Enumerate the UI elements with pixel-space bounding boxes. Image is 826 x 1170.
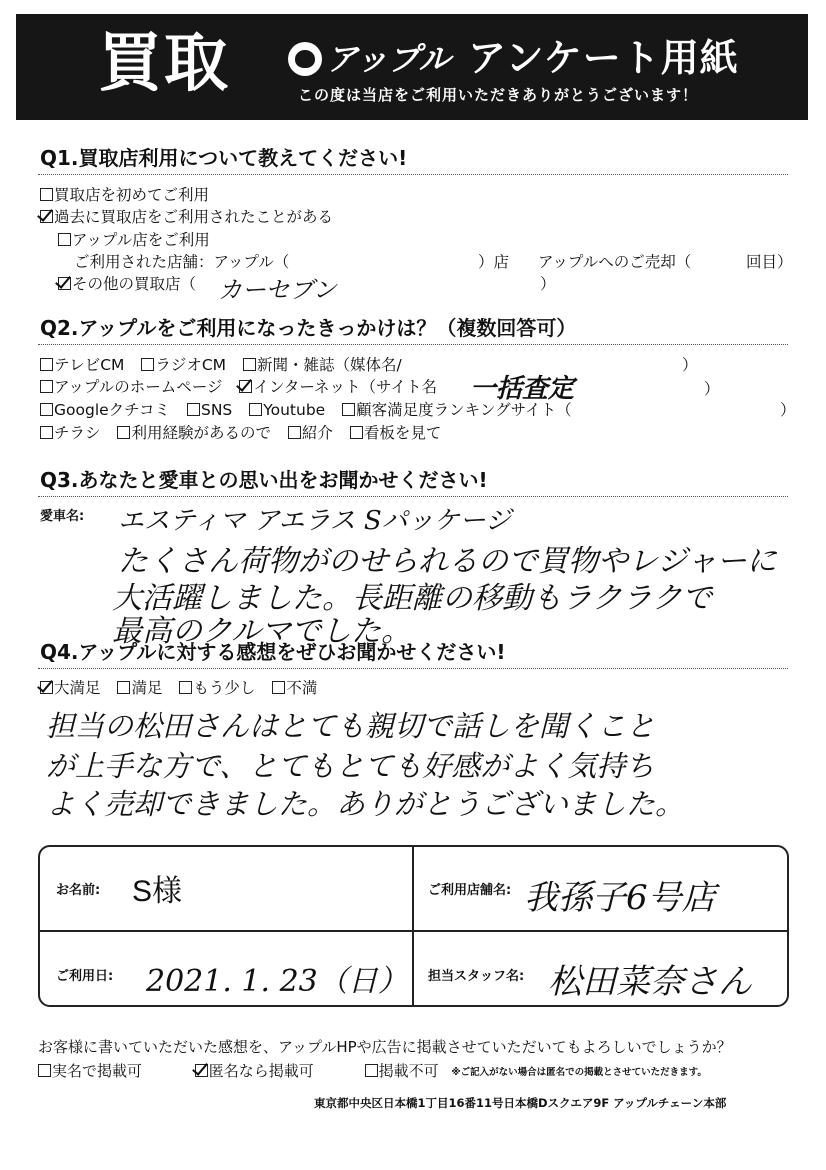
name-value[interactable]: S様 xyxy=(132,875,183,908)
checkbox-very-satisfied[interactable] xyxy=(40,681,53,694)
q2-signboard-label: 看板を見て xyxy=(363,424,442,442)
q3-answer-line-2: 大活躍しました。長距離の移動もラクラクで xyxy=(112,581,712,616)
q1-divider xyxy=(38,174,788,175)
q2-option-google[interactable] xyxy=(40,399,170,421)
q2-option-youtube[interactable] xyxy=(249,399,325,421)
q2-newspaper-close: ） xyxy=(682,356,698,374)
q1-option-first-label: 買取店を初めてご利用 xyxy=(54,186,210,204)
q1-option-past-label: 過去に買取店をご利用されたことがある xyxy=(54,208,334,226)
checkbox-a-little-more[interactable] xyxy=(179,681,192,694)
checkbox-referral[interactable] xyxy=(288,426,301,439)
car-name-handwriting: エスティマ アエラス Sパッケージ xyxy=(118,506,512,536)
q2-ranking-close: ） xyxy=(780,401,796,419)
store-name-value[interactable]: 我孫子6号店 xyxy=(524,878,716,918)
q4-answer-line-1: 担当の松田さんはとても親切で話しを聞くこと xyxy=(46,709,656,743)
brand-name: アップル xyxy=(326,40,451,78)
q2-flyer-label: チラシ xyxy=(54,424,101,442)
checkbox-experience[interactable] xyxy=(117,426,130,439)
q1-option-other[interactable] xyxy=(58,273,196,295)
q2-experience-label: 利用経験があるので xyxy=(131,424,271,442)
q2-option-newspaper[interactable] xyxy=(243,354,402,376)
q2-option-referral[interactable] xyxy=(288,422,333,444)
checkbox-satisfied[interactable] xyxy=(117,681,130,694)
q2-option-flyer[interactable] xyxy=(40,422,101,444)
q2-internet-label: インターネット（サイト名 xyxy=(253,378,437,396)
q4-a-little-more-label: もう少し xyxy=(193,679,256,697)
checkbox-homepage[interactable] xyxy=(40,380,53,393)
consent-note: ※ご記入がない場合は匿名での掲載とさせていただきます。 xyxy=(451,1067,707,1078)
date-label: ご利用日: xyxy=(56,969,114,984)
checkbox-newspaper[interactable] xyxy=(243,358,256,371)
q1-sale-count-suffix: 回目） xyxy=(746,253,793,271)
q2-newspaper-label: 新聞・雑誌（媒体名/ xyxy=(256,356,402,374)
checkbox-apple-store[interactable] xyxy=(58,233,71,246)
q2-row-3 xyxy=(40,399,584,421)
q1-option-apple[interactable] xyxy=(58,229,210,251)
q1-title: Q1.買取店利用について教えてください! xyxy=(40,146,408,170)
checkbox-dissatisfied[interactable] xyxy=(272,681,285,694)
footer-address: 東京都中央区日本橋1丁目16番11号日本橋Dスクエア9F アップルチェーン本部 xyxy=(314,1096,727,1110)
checkbox-google[interactable] xyxy=(40,403,53,416)
q2-divider xyxy=(38,344,788,345)
q1-other-store-handwriting: カーセブン xyxy=(218,276,337,304)
checkbox-past-use[interactable] xyxy=(40,210,53,223)
q4-option-satisfied[interactable] xyxy=(117,677,162,699)
q1-option-other-label: その他の買取店（ xyxy=(72,275,197,293)
info-box-horizontal-divider xyxy=(40,930,787,932)
q2-internet-handwriting: 一括査定 xyxy=(470,374,575,404)
consent-option-not-allowed[interactable] xyxy=(365,1060,439,1082)
date-value[interactable]: 2021. 1. 23（日） xyxy=(146,964,408,999)
q2-row-1 xyxy=(40,354,414,376)
checkbox-radio[interactable] xyxy=(141,358,154,371)
consent-not-allowed-label: 掲載不可 xyxy=(378,1062,439,1080)
q3-answer-line-1: たくさん荷物がのせられるので買物やレジャーに xyxy=(118,544,777,579)
q2-youtube-label: Youtube xyxy=(263,401,326,419)
q4-rating-row xyxy=(40,677,329,699)
q2-title: Q2.アップルをご利用になったきっかけは？（複数回答可） xyxy=(40,316,577,340)
checkbox-ranking[interactable] xyxy=(342,403,355,416)
info-box-vertical-divider xyxy=(412,847,414,1005)
q2-homepage-label: アップルのホームページ xyxy=(54,378,223,396)
q3-title: Q3.あなたと愛車との思い出をお聞かせください! xyxy=(40,468,488,492)
checkbox-internet[interactable] xyxy=(239,380,252,393)
q1-option-apple-label: アップル店をご利用 xyxy=(72,231,210,249)
q4-satisfied-label: 満足 xyxy=(131,679,163,697)
q2-option-sns[interactable] xyxy=(187,399,232,421)
checkbox-real-name[interactable] xyxy=(38,1064,51,1077)
consent-options-row xyxy=(38,1060,707,1084)
consent-real-name-label: 実名で掲載可 xyxy=(52,1062,143,1080)
q4-title: Q4.アップルに対する感想をぜひお聞かせください! xyxy=(40,640,506,664)
q4-option-dissatisfied[interactable] xyxy=(272,677,317,699)
q4-option-a-little-more[interactable] xyxy=(179,677,255,699)
q2-row-2 xyxy=(40,376,449,398)
checkbox-signboard[interactable] xyxy=(350,426,363,439)
q2-ranking-label: 顧客満足度ランキングサイト（ xyxy=(356,401,572,419)
q1-option-past[interactable] xyxy=(40,206,333,228)
checkbox-first-time[interactable] xyxy=(40,188,53,201)
apple-logo-icon xyxy=(288,42,322,76)
q2-option-ranking[interactable] xyxy=(342,399,571,421)
q4-divider xyxy=(38,668,788,669)
q1-sale-count-label: アップルへのご売却（ xyxy=(538,253,692,271)
q2-option-tv[interactable] xyxy=(40,354,124,376)
q2-option-experience[interactable] xyxy=(117,422,271,444)
q4-answer-line-2: が上手な方で、とてもとても好感がよく気持ち xyxy=(46,749,655,783)
q1-option-first[interactable] xyxy=(40,184,209,206)
q2-option-internet[interactable] xyxy=(239,376,437,398)
header-subtitle: この度は当店をご利用いただきありがとうございます！ xyxy=(298,86,699,104)
q2-google-label: Googleクチコミ xyxy=(54,401,171,419)
checkbox-tv[interactable] xyxy=(40,358,53,371)
q2-option-homepage[interactable] xyxy=(40,376,223,398)
q2-option-signboard[interactable] xyxy=(350,422,442,444)
checkbox-other-store[interactable] xyxy=(58,277,71,290)
q4-answer-line-3: よく売却できました。ありがとうございました。 xyxy=(46,787,685,821)
q2-sns-label: SNS xyxy=(200,401,233,419)
checkbox-anonymous[interactable] xyxy=(195,1064,208,1077)
name-label: お名前: xyxy=(56,883,101,898)
checkbox-flyer[interactable] xyxy=(40,426,53,439)
q1-store-label: ご利用された店舗：アップル（ xyxy=(74,253,290,271)
q3-answer-line-3: 最高のクルマでした。 xyxy=(112,614,412,649)
q4-option-very-satisfied[interactable] xyxy=(40,677,101,699)
q1-other-close: ） xyxy=(540,275,556,293)
q4-dissatisfied-label: 不満 xyxy=(286,679,318,697)
q2-row-4 xyxy=(40,422,453,444)
q2-option-radio[interactable] xyxy=(141,354,226,376)
consent-option-real-name[interactable] xyxy=(38,1060,142,1082)
q2-tv-label: テレビCM xyxy=(54,356,125,374)
q4-very-satisfied-label: 大満足 xyxy=(54,679,101,697)
checkbox-youtube[interactable] xyxy=(249,403,262,416)
checkbox-not-allowed[interactable] xyxy=(365,1064,378,1077)
consent-anonymous-label: 匿名なら掲載可 xyxy=(208,1062,314,1080)
consent-question: お客様に書いていただいた感想を、アップルHPや広告に掲載させていただいてもよろしいでしょうか？ xyxy=(38,1038,732,1056)
survey-title: アンケート用紙 xyxy=(468,36,739,80)
q2-radio-label: ラジオCM xyxy=(155,356,227,374)
header-banner xyxy=(16,14,808,120)
checkbox-sns[interactable] xyxy=(187,403,200,416)
q3-divider xyxy=(38,496,788,497)
q1-store-suffix: ）店 xyxy=(478,253,510,271)
q2-referral-label: 紹介 xyxy=(301,424,333,442)
store-name-label: ご利用店舗名: xyxy=(428,883,512,898)
staff-label: 担当スタッフ名: xyxy=(428,969,525,984)
q2-internet-close: ） xyxy=(704,380,720,398)
car-name-label: 愛車名: xyxy=(40,509,85,524)
kaitori-logo-text: 買取 xyxy=(98,27,230,101)
staff-value[interactable]: 松田菜奈さん xyxy=(548,962,752,1002)
consent-option-anonymous[interactable] xyxy=(195,1060,314,1082)
